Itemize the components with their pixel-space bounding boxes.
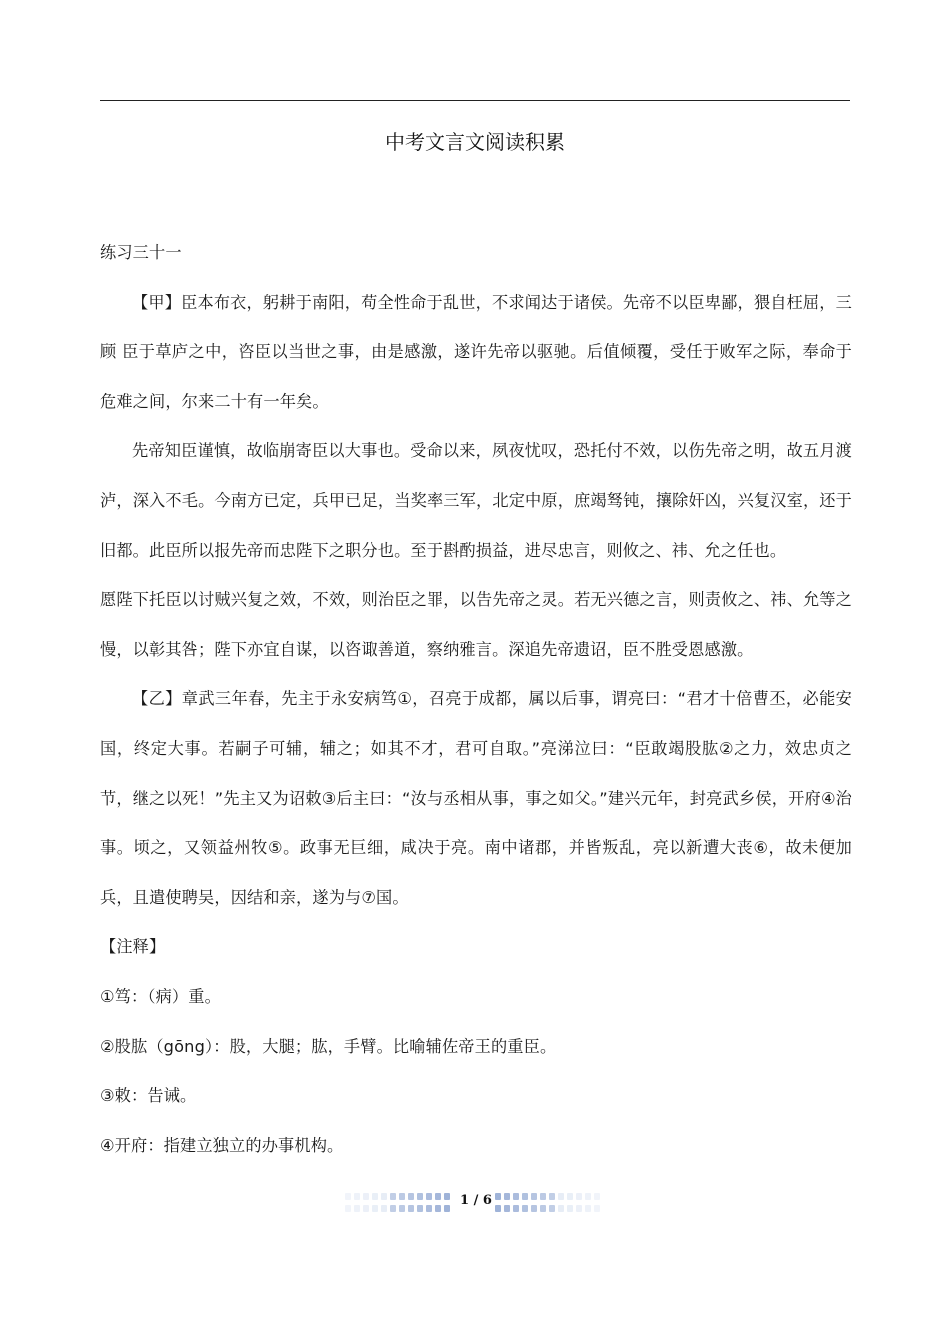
note-4: ④开府：指建立独立的办事机构。 [100,1135,344,1155]
footer-decoration-right [495,1193,607,1213]
footer-dot [381,1205,387,1212]
footer-dot [504,1205,510,1212]
footer-dot [594,1193,600,1200]
footer-dot [567,1193,573,1200]
footer-dot [549,1205,555,1212]
footer-dot [585,1193,591,1200]
footer-dot [435,1205,441,1212]
paragraph-jia-3: 愿陛下托臣以讨贼兴复之效，不效，则治臣之罪，以告先帝之灵。若无兴德之言，则责攸之、祎、允等之慢，以彰其咎；陛下亦宜自谋，以咨诹善道，察纳雅言。深追先帝遗诏，臣不胜受恩感激。 [100,590,852,659]
footer-dot [522,1205,528,1212]
footer-dot [408,1193,414,1200]
footer-dot [576,1205,582,1212]
footer-dot [390,1205,396,1212]
note-2: ②股肱（gōng）：股，大腿；肱，手臂。比喻辅佐帝王的重臣。 [100,1036,557,1056]
footer-dot [390,1193,396,1200]
footer-dot [513,1193,519,1200]
footer-dot [576,1193,582,1200]
page-footer [345,1190,607,1216]
document-title: 中考文言文阅读积累 [385,130,565,154]
footer-dot [540,1205,546,1212]
footer-dot [567,1205,573,1212]
footer-dot [594,1205,600,1212]
footer-dot [444,1193,450,1200]
footer-dot [558,1205,564,1212]
footer-dot-row [345,1193,457,1200]
document-body [100,228,852,1170]
footer-decoration-left [345,1193,457,1213]
footer-dot [444,1205,450,1212]
footer-dot-row [495,1205,607,1212]
footer-dot-row [345,1205,457,1212]
footer-dot [354,1193,360,1200]
footer-dot [354,1205,360,1212]
footer-dot [558,1193,564,1200]
notes-heading: 【注释】 [100,937,166,957]
footer-dot [549,1193,555,1200]
footer-dot [426,1205,432,1212]
footer-dot [363,1205,369,1212]
footer-dot [417,1205,423,1212]
footer-dot [495,1193,501,1200]
footer-dot [531,1205,537,1212]
footer-dot [372,1193,378,1200]
exercise-heading: 练习三十一 [100,243,182,262]
footer-dot [363,1193,369,1200]
footer-dot [531,1193,537,1200]
footer-dot [408,1205,414,1212]
footer-dot [504,1193,510,1200]
note-3: ③敕：告诫。 [100,1086,197,1106]
footer-dot [372,1205,378,1212]
paragraph-jia-1: 【甲】臣本布衣，躬耕于南阳，苟全性命于乱世，不求闻达于诸侯。先帝不以臣卑鄙，猥自枉屈，三顾 臣于草庐之中，咨臣以当世之事，由是感激，遂许先帝以驱驰。后值倾覆，受任于败军之际，奉命于危难之间，尔来二十有一年矣。 [100,292,852,411]
footer-dot [417,1193,423,1200]
footer-dot [495,1205,501,1212]
note-1: ①笃：（病）重。 [100,986,221,1006]
footer-dot [513,1205,519,1212]
footer-dot-row [495,1193,607,1200]
footer-dot [345,1193,351,1200]
footer-dot [399,1205,405,1212]
paragraph-jia-2: 先帝知臣谨慎，故临崩寄臣以大事也。受命以来，夙夜忧叹，恐托付不效，以伤先帝之明，故五月渡泸，深入不毛。今南方已定，兵甲已足，当奖率三军，北定中原，庶竭驽钝，攘除奸凶，兴复汉室，还于旧都。此臣所以报先帝而忠陛下之职分也。至于斟酌损益，进尽忠言，则攸之、祎、允之任也。 [100,441,852,560]
footer-dot [435,1193,441,1200]
header-rule [100,100,850,101]
footer-dot [399,1193,405,1200]
footer-dot [522,1193,528,1200]
footer-dot [381,1193,387,1200]
footer-dot [345,1205,351,1212]
page-indicator: 1 / 6 [460,1193,492,1208]
paragraph-yi: 【乙】章武三年春，先主于永安病笃①，召亮于成都，属以后事，谓亮曰：“君才十倍曹丕，必能安国，终定大事。若嗣子可辅，辅之；如其不才，君可自取。”亮涕泣曰：“臣敢竭股肱②之力，效忠贞之节，继之以死！”先主又为诏敕③后主曰：“汝与丞相从事，事之如父。”建兴元年，封亮武乡侯，开府④治事。顷之，又领益州牧⑤。政事无巨细，咸决于亮。南中诸郡，并皆叛乱，亮以新遭大丧⑥，故未便加兵，且遣使聘吴，因结和亲，遂为与⑦国。 [100,689,852,907]
footer-dot [585,1205,591,1212]
footer-dot [426,1193,432,1200]
footer-dot [540,1193,546,1200]
